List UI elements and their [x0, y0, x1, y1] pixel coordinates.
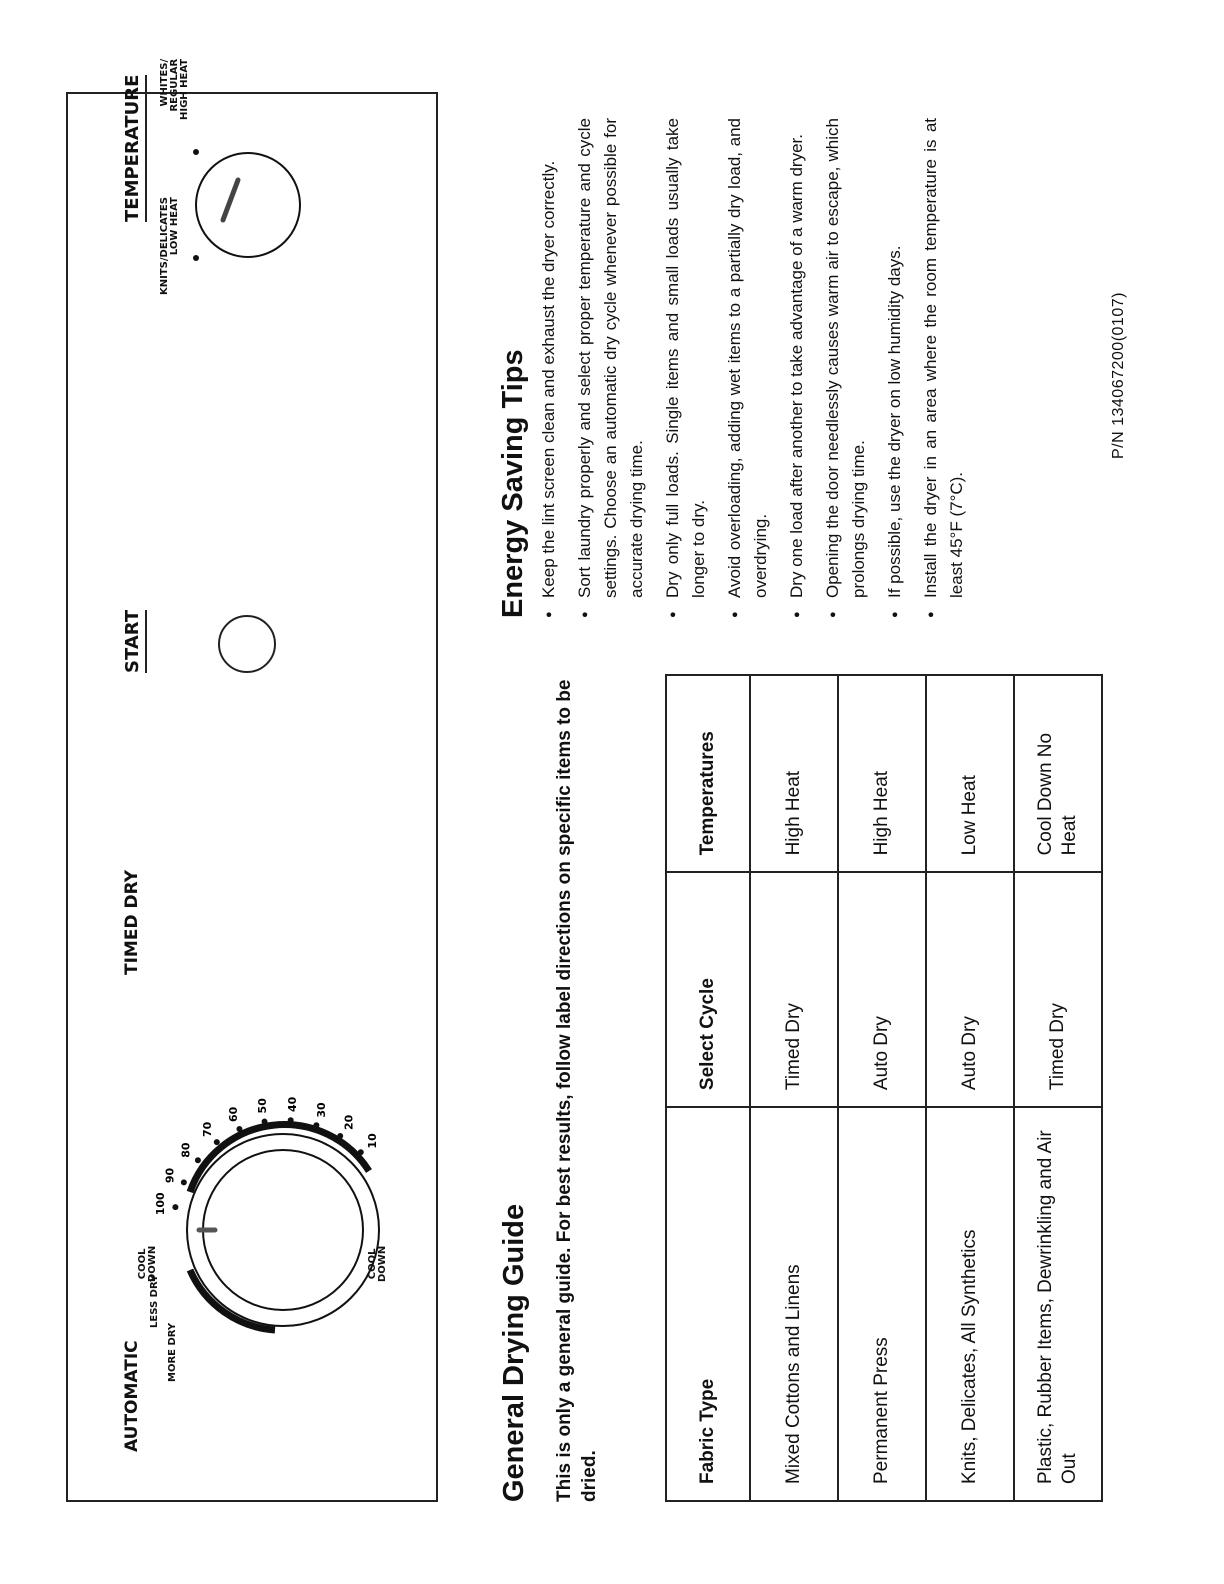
timed-tick-dot [313, 1122, 319, 1128]
guide-subtitle: This is only a general guide. For best results, follow label directions on specific items to be dried. [554, 679, 600, 1502]
timed-tick-dot [181, 1179, 187, 1185]
start-button[interactable] [218, 615, 276, 673]
header-temperatures: Temperatures [666, 675, 750, 872]
drying-guide-table [665, 674, 1103, 1502]
temperature-title: TEMPERATURE [122, 75, 147, 222]
timed-tick-dot [195, 1157, 201, 1163]
timed-tick-label: 10 [366, 1133, 380, 1149]
fabric-type-cell: Plastic, Rubber Items, Dewrinkling and Air Out [1014, 1107, 1102, 1501]
timed-cool-down-label: COOL DOWN [367, 1245, 388, 1282]
start-title: START [122, 610, 147, 673]
table-row [1014, 675, 1102, 1501]
temperature-cell: Cool Down No Heat [1014, 675, 1102, 872]
header-select-cycle: Select Cycle [666, 872, 750, 1107]
tip-item: ● Dry only full loads. Single items and small loads usually take longer to dry. [660, 118, 712, 618]
auto-dry-arc [190, 1270, 275, 1330]
tips-list [536, 118, 970, 618]
timed-tick-label: 70 [201, 1121, 215, 1138]
table-row [838, 675, 926, 1501]
timed-tick-label: 80 [179, 1142, 193, 1158]
fabric-type-cell: Knits, Delicates, All Synthetics [926, 1107, 1014, 1501]
table-header-row [666, 675, 750, 1501]
less-dry-label: LESS DRY [149, 1274, 160, 1328]
select-cycle-cell: Auto Dry [838, 872, 926, 1107]
header-fabric-type: Fabric Type [666, 1107, 750, 1501]
fabric-type-cell: Permanent Press [838, 1107, 926, 1501]
timed-dry-title: TIMED DRY [122, 869, 142, 975]
timed-tick-dot [337, 1133, 343, 1139]
energy-saving-tips [497, 118, 980, 618]
table-row [926, 675, 1014, 1501]
select-cycle-cell: Auto Dry [926, 872, 1014, 1107]
tip-item: ● Opening the door needlessly causes warm air to escape, which prolongs drying time. [820, 118, 872, 618]
tip-item: ● Sort laundry properly and select proper temperature and cycle settings. Choose an automatic dry cycle whenever possible for accurate drying time. [572, 118, 650, 618]
select-cycle-cell: Timed Dry [1014, 872, 1102, 1107]
cycle-dial-knob[interactable] [203, 1150, 363, 1310]
timed-tick-dot [236, 1126, 242, 1132]
control-panel [66, 58, 438, 1502]
automatic-title: AUTOMATIC [122, 1340, 142, 1452]
temperature-cell: Low Heat [926, 675, 1014, 872]
tip-item: ● Dry one load after another to take advantage of a warm dryer. [784, 118, 810, 618]
timed-tick-label: 90 [163, 1167, 177, 1184]
timed-tick-dot [262, 1119, 268, 1125]
tip-item: ● Avoid overloading, adding wet items to a partially dry load, and overdrying. [722, 118, 774, 618]
part-number: P/N 134067200(0107) [1110, 292, 1127, 459]
tip-item: ● Keep the lint screen clean and exhaust the dryer correctly. [536, 118, 562, 618]
guide-title: General Drying Guide [498, 1203, 530, 1502]
timed-tick-label: 50 [255, 1098, 269, 1114]
timed-tick-label: 100 [153, 1192, 167, 1216]
temperature-dial-pointer [223, 180, 238, 220]
timed-tick-label: 40 [285, 1096, 299, 1112]
auto-cool-down-label: COOL DOWN [137, 1245, 158, 1282]
select-cycle-cell: Timed Dry [750, 872, 838, 1107]
tip-item: ● Install the dryer in an area where the room temperature is at least 45°F (7°C). [918, 118, 970, 618]
timed-tick-label: 60 [227, 1106, 241, 1122]
timed-tick-dot [172, 1204, 178, 1210]
timed-tick-dot [214, 1139, 220, 1145]
temperature-dial-knob[interactable] [196, 153, 300, 257]
table-row [750, 675, 838, 1501]
timed-tick-dot [358, 1149, 364, 1155]
high-heat-label: WHITES/ REGULAR HIGH HEAT [159, 58, 190, 120]
fabric-type-cell: Mixed Cottons and Linens [750, 1107, 838, 1501]
timed-tick-label: 20 [342, 1114, 356, 1131]
high-heat-dot [193, 149, 199, 155]
timed-tick-dot [288, 1117, 294, 1123]
low-heat-label: KNITS/DELICATES LOW HEAT [159, 197, 180, 295]
timed-tick-label: 30 [315, 1102, 329, 1118]
more-dry-label: MORE DRY [167, 1322, 178, 1382]
cycle-dial[interactable] [133, 1090, 433, 1370]
temperature-cell: High Heat [750, 675, 838, 872]
temperature-cell: High Heat [838, 675, 926, 872]
tips-title: Energy Saving Tips [497, 349, 529, 618]
low-heat-dot [193, 255, 199, 261]
tip-item: ● If possible, use the dryer on low humidity days. [882, 118, 908, 618]
